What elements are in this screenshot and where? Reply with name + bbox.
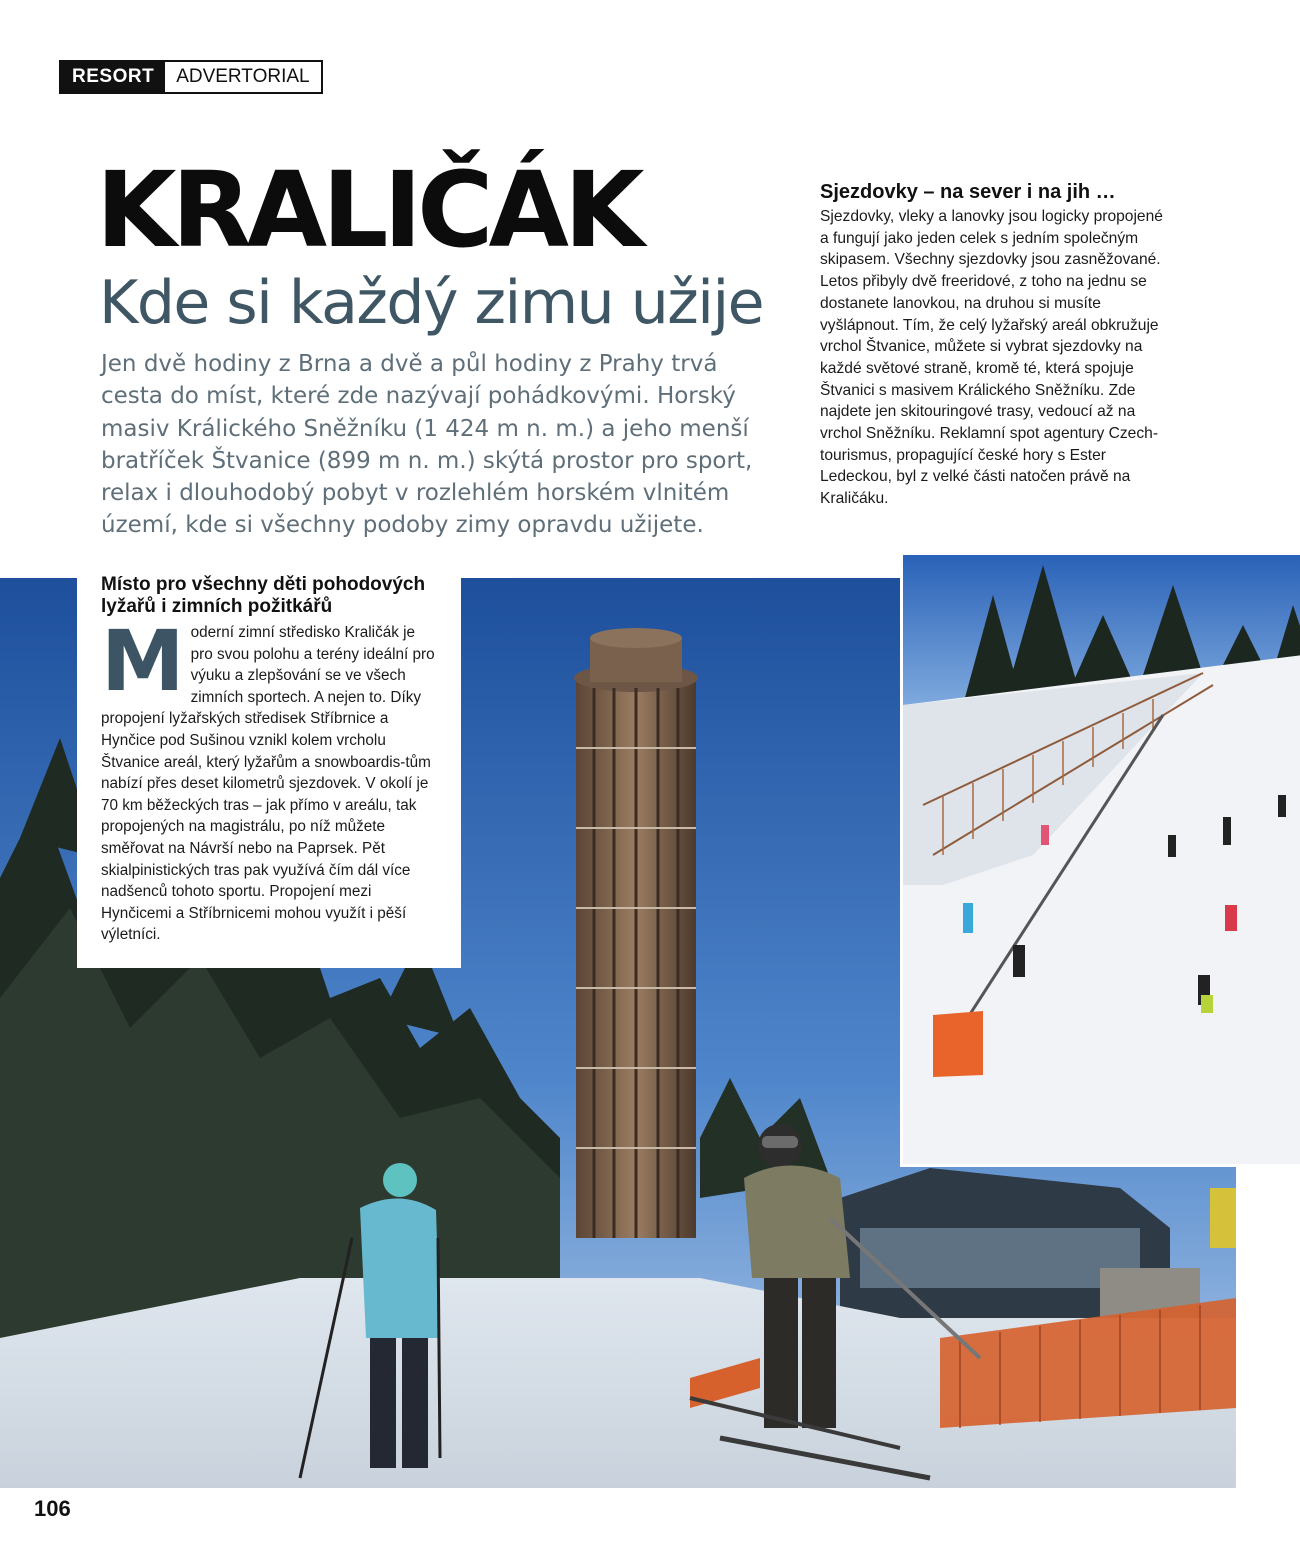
section-label: RESORT — [61, 62, 165, 92]
dropcap: M — [101, 612, 183, 710]
photo-ski-slope — [900, 555, 1300, 1167]
section-tag — [59, 60, 323, 94]
feature-text: oderní zimní středisko Kraličák je pro svou polohu a terény ideální pro výuku a zlepšování se ve všech zimních sportech. A nejen to. Díky propojení lyžařských středisek Stříbrnice a Hynčice pod Sušinou vznikl kolem vrcholu Štvanice areál, který lyžařům a snowboardis-tům nabízí přes deset kilometrů sjezdovek. V okolí je 70 km běžeckých tras – jak přímo v areálu, tak propojených na magistrálu, po níž můžete směřovat na Návrší nebo na Paprsek. Pět skialpinistických tras pak využívá čím dál více nadšenců tohoto sportu. Propojení mezi Hynčicemi a Stříbrnicemi mohou využít i pěší výletníci. — [101, 624, 435, 944]
sidebar-heading: Sjezdovky – na sever i na jih … — [820, 181, 1116, 203]
page-number: 106 — [34, 1496, 71, 1521]
article-subtitle: Kde si každý zimu užije — [99, 268, 764, 338]
sidebar-article — [820, 180, 1165, 510]
sidebar-body: Sjezdovky, vleky a lanovky jsou logicky propojené a fungují jako jeden celek s jedním společným skipasem. Všechny sjezdovky jsou zasněžované. Letos přibyly dvě freeridové, z toho na jednu se dostanete lanovkou, na druhou si musíte vyšlápnout. Tím, že celý lyžařský areál obkružuje vrchol Štvanice, můžete si vybrat sjezdovky na každé světové straně, kromě té, která spojuje Štvanici s masivem Králického Sněžníku. Zde najdete jen skitouringové trasy, vedoucí až na vrchol Sněžníku. Reklamní spot agentury Czech-tourismus, propagující české hory s Ester Ledeckou, byl z velké části natočen právě na Kraličáku. — [820, 208, 1163, 508]
feature-heading: Místo pro všechny děti pohodových lyžařů i zimních požitkářů — [101, 574, 426, 617]
lookout-tower — [574, 628, 698, 1238]
feature-body — [101, 612, 437, 946]
advertorial-label: ADVERTORIAL — [176, 66, 310, 87]
article-lead: Jen dvě hodiny z Brna a dvě a půl hodiny z Prahy trvá cesta do míst, které zde nazývají pohádkovými. Horský masiv Králického Sněžníku (1 424 m n. m.) a jeho menší bratříček Štvanice (899 m n. m.) skýtá prostor pro sport, relax i dlouhodobý pobyt v rozlehlém horském vlnitém území, kde si všechny podoby zimy opravdu užijete. — [101, 351, 753, 539]
feature-box — [77, 568, 461, 968]
article-title: KRALIČÁK — [96, 149, 640, 271]
